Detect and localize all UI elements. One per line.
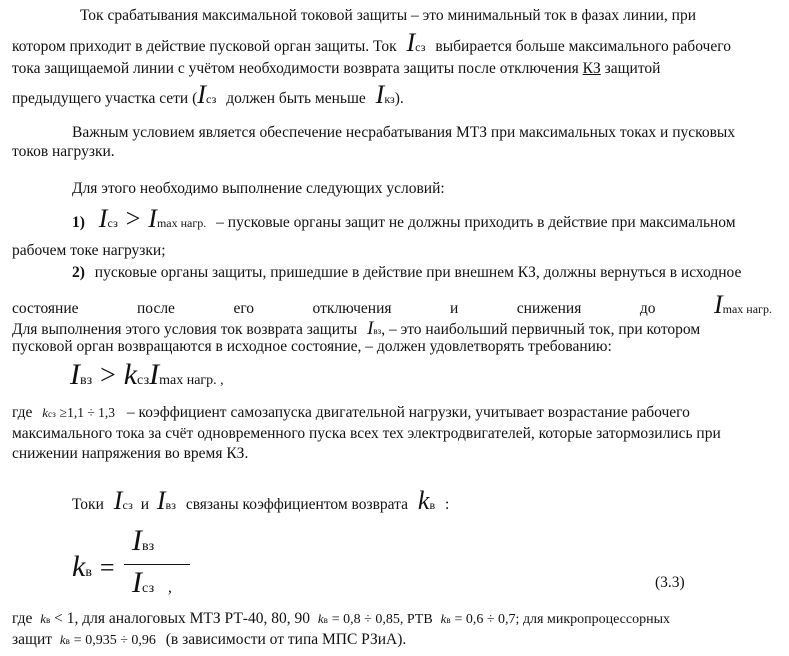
condition-2-line4: пусковой орган возвращаются в исходное состояние, – должен удовлетворять требованию:	[12, 338, 612, 355]
para1-line4: предыдущего участка сети (Iсз должен быть меньше Iкз).	[12, 80, 404, 109]
para4-line2: максимального тока за счёт одновременного пуска всех тех электродвигателей, которые затормозились при	[12, 425, 721, 442]
para1-line3: тока защищаемой линии с учётом необходимости возврата защиты после отключения КЗ защитой	[12, 60, 661, 77]
para6-line1: где kв < 1, для аналоговых МТЗ РТ-40, 80, 90 kв = 0,8 ÷ 0,85, РТВ kв = 0,6 ÷ 0,7; для микропроцессорных	[12, 610, 671, 627]
para4-line3: снижении напряжения во время КЗ.	[12, 445, 249, 462]
para2-line1: Важным условием является обеспечение несрабатывания МТЗ при максимальных токах и пусковых	[72, 124, 736, 141]
para4-line1: где kсз ≥1,1 ÷ 1,3 – коэффициент самозапуска двигательной нагрузки, учитывает возрастание рабочего	[12, 404, 690, 421]
para1-line2: котором приходит в действие пусковой орган защиты. Ток Iсз выбирается больше максимального рабочего	[12, 28, 731, 57]
para5-line1: Токи Iсз и Iвз связаны коэффициентом возврата kв :	[72, 486, 450, 515]
condition-1-line2: рабочем токе нагрузки;	[12, 242, 166, 259]
current-symbol-I: I	[406, 28, 416, 57]
fraction-numerator: Iвз	[132, 524, 155, 557]
formula-kv-left: kв =	[72, 550, 115, 583]
para3-intro: Для этого необходимо выполнение следующих условий:	[72, 180, 445, 197]
condition-2-line2: состояние после его отключения и снижения до Imax нагр.	[12, 290, 772, 319]
condition-2: 2) пусковые органы защиты, пришедшие в действие при внешнем КЗ, должны вернуться в исходное	[72, 264, 742, 281]
fraction-denominator: Iсз ,	[132, 566, 172, 599]
formula-return-current: Iвз > kсзImax нагр. ,	[70, 358, 224, 391]
condition-1: 1) Iсз > Imax нагр. – пусковые органы защит не должны приходить в действие при максимальном	[72, 204, 736, 233]
condition-2-line3: Для выполнения этого условия ток возврата защиты Iвз, – это наибольший первичный ток, при котором	[12, 318, 701, 339]
para6-line2: защит kв = 0,935 ÷ 0,96 (в зависимости от типа МПС РЗиА).	[12, 631, 407, 648]
para1-line1: Ток срабатывания максимальной токовой защиты – это минимальный ток в фазах линии, при	[80, 7, 697, 24]
para2-line2: токов нагрузки.	[12, 143, 115, 160]
equation-number: (3.3)	[655, 574, 685, 591]
